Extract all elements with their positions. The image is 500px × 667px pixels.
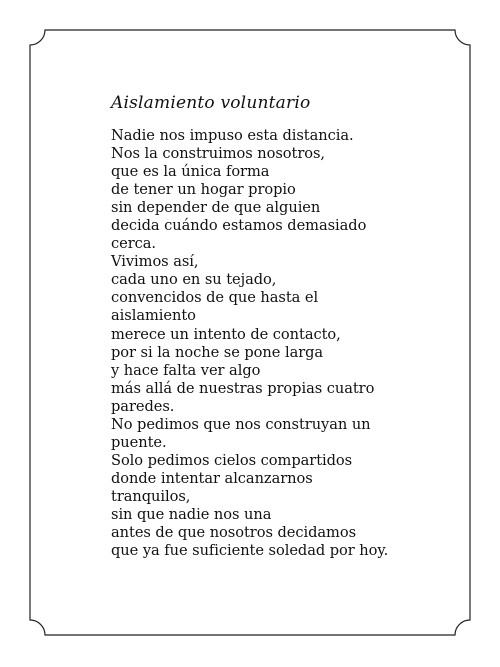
poem-line: antes de que nosotros decidamos — [111, 524, 357, 542]
poem-line: que es la única forma — [111, 163, 270, 181]
poem-line: puente. — [111, 433, 167, 451]
poem-line: Solo pedimos cielos compartidos — [111, 451, 353, 469]
poem-line: de tener un hogar propio — [111, 181, 296, 199]
poem-line: paredes. — [111, 397, 175, 415]
poem-title: Aislamiento voluntario — [111, 93, 311, 113]
poem-line: donde intentar alcanzarnos — [111, 469, 313, 487]
poem-line: por si la noche se pone larga — [111, 343, 324, 361]
poem-line: convencidos de que hasta el — [111, 289, 319, 307]
poem-line: cada uno en su tejado, — [111, 271, 277, 289]
poem-line: y hace falta ver algo — [111, 361, 261, 379]
poem-line: más allá de nuestras propias cuatro — [111, 379, 375, 397]
poem-line: sin que nadie nos una — [111, 505, 272, 523]
poem-line: merece un intento de contacto, — [111, 325, 341, 343]
poem-line: cerca. — [111, 235, 156, 253]
poem-line: Nos la construimos nosotros, — [111, 145, 326, 163]
poem-line: Vivimos así, — [111, 253, 199, 271]
poem — [111, 93, 411, 560]
poem-line: tranquilos, — [111, 487, 191, 505]
poem-line: que ya fue suficiente soledad por hoy. — [111, 542, 389, 560]
poem-line: decida cuándo estamos demasiado — [111, 217, 367, 235]
poem-line: sin depender de que alguien — [111, 199, 321, 217]
poem-body — [111, 127, 411, 560]
poem-line: aislamiento — [111, 307, 196, 325]
poem-line: Nadie nos impuso esta distancia. — [111, 127, 354, 144]
poem-line: No pedimos que nos construyan un — [111, 415, 371, 433]
